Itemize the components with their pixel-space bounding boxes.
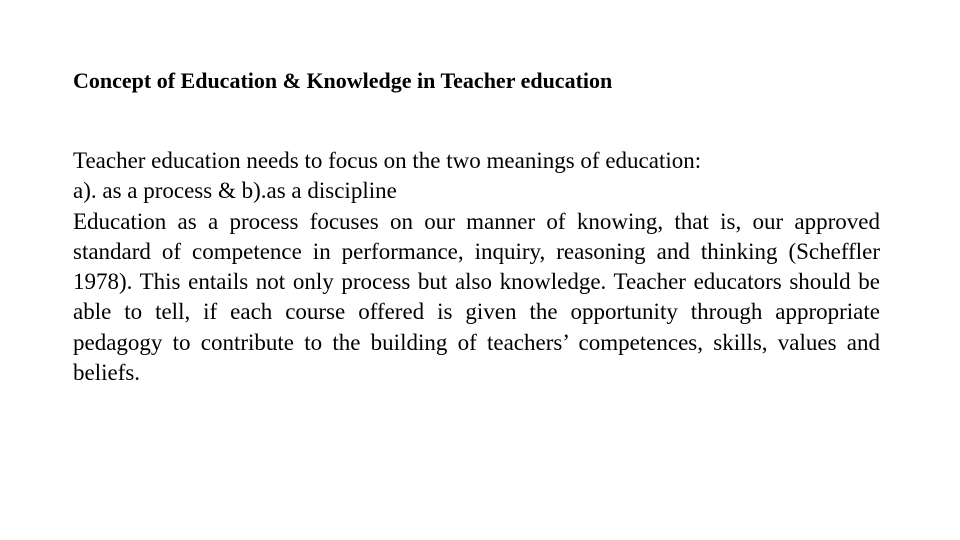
slide-body <box>73 146 880 388</box>
body-line-intro: Teacher education needs to focus on the two meanings of education: <box>73 148 702 173</box>
body-paragraph: Education as a process focuses on our manner of knowing, that is, our approved standard of competence in performance, inquiry, reasoning and thinking (Scheffler 1978). This entails not only process but also knowledge. Teacher educators should be able to tell, if each course offered is given the opportunity through appropriate pedagogy to contribute to the building of teachers’ competences, skills, values and beliefs. <box>73 208 880 386</box>
body-line-meanings: a). as a process & b).as a discipline <box>73 178 397 204</box>
slide-title: Concept of Education & Knowledge in Teacher education <box>73 68 613 93</box>
